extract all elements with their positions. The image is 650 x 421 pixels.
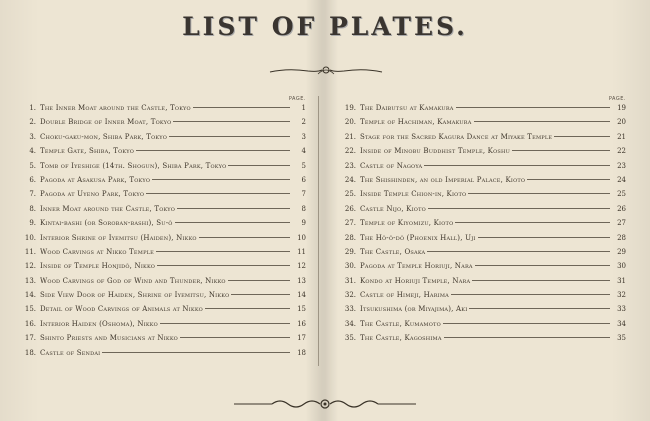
plate-entry	[336, 291, 628, 305]
plate-title: Pagoda at Asakusa Park, Tokyo	[40, 175, 151, 184]
flourish-ornament-icon	[268, 64, 384, 78]
leader-line	[231, 294, 290, 295]
plate-page-number: 29	[617, 247, 626, 256]
plate-page-number: 7	[301, 190, 306, 199]
plate-entry	[16, 305, 308, 319]
plate-title: Shinto Priests and Musicians at Nikko	[40, 334, 178, 343]
plate-page-number: 13	[297, 276, 306, 285]
leader-line	[136, 150, 290, 151]
leader-line	[428, 208, 610, 209]
plate-title: Stage for the Sacred Kagura Dance at Miyake Temple	[360, 132, 553, 141]
plate-title: Temple of Kiyomizu, Kioto	[360, 219, 454, 228]
plate-title: The Inner Moat around the Castle, Tokyo	[40, 104, 191, 112]
plate-number: 18.	[24, 348, 36, 357]
plate-page-number: 35	[617, 334, 626, 343]
plate-entry	[16, 291, 308, 305]
plate-entry	[336, 320, 628, 334]
plate-entry	[16, 349, 308, 363]
plate-title: Kintai-bashi (or Soroban-bashi), Su-ō	[40, 219, 173, 228]
leader-line	[527, 179, 610, 180]
plate-title: Pagoda at Temple Horiuji, Nara	[360, 262, 473, 271]
plate-page-number: 27	[617, 219, 626, 228]
plate-page-number: 22	[617, 147, 626, 156]
plate-number: 22.	[344, 147, 356, 156]
plate-entry	[336, 147, 628, 161]
leader-line	[443, 323, 610, 324]
left-column	[16, 96, 308, 363]
plate-page-number: 8	[301, 204, 306, 213]
plate-title: Castle Nijo, Kioto	[360, 204, 426, 213]
plate-number: 31.	[344, 276, 356, 285]
plate-title: Side View Door of Haiden, Shrine of Iyemitsu, Nikko	[40, 291, 230, 300]
plate-number: 15.	[24, 305, 36, 314]
plate-page-number: 2	[301, 118, 306, 127]
plate-number: 17.	[24, 334, 36, 343]
plate-title: Castle of Nagoya	[360, 161, 423, 170]
page-heading-right: PAGE.	[608, 96, 626, 102]
plate-title: The Castle, Osaka	[360, 247, 426, 256]
plate-entry	[336, 162, 628, 176]
leader-line	[475, 265, 610, 266]
plate-entry	[336, 133, 628, 147]
plate-number: 14.	[24, 291, 36, 300]
leader-line	[456, 107, 610, 108]
plate-title: The Castle, Kagoshima	[360, 334, 442, 343]
plate-title: Double Bridge of Inner Moat, Tokyo	[40, 118, 172, 127]
plate-entry	[16, 334, 308, 348]
plate-page-number: 14	[297, 291, 306, 300]
leader-line	[472, 280, 610, 281]
column-divider	[318, 96, 319, 366]
plate-page-number: 34	[617, 319, 626, 328]
leader-line	[228, 280, 290, 281]
plate-number: 10.	[24, 233, 36, 242]
plate-page-number: 11	[297, 247, 306, 256]
plate-title: Tomb of Iyeshige (14th. Shogun), Shiba Park, Tokyo	[40, 161, 227, 170]
plate-title: Temple Gate, Shiba, Tokyo	[40, 147, 134, 156]
plate-entry	[16, 248, 308, 262]
plate-page-number: 10	[297, 233, 306, 242]
plate-page-number: 23	[617, 161, 626, 170]
plate-entry	[16, 205, 308, 219]
plate-number: 21.	[344, 132, 356, 141]
plate-page-number: 12	[297, 262, 306, 271]
right-column	[336, 96, 628, 349]
plate-entry	[16, 147, 308, 161]
plate-title: Wood Carvings at Nikko Temple	[40, 247, 155, 256]
plate-number: 11.	[24, 247, 36, 256]
plate-number: 33.	[344, 305, 356, 314]
plate-entry	[336, 190, 628, 204]
plate-number: 19.	[344, 104, 356, 112]
plate-entry	[336, 205, 628, 219]
plate-entry	[16, 320, 308, 334]
leader-line	[468, 193, 610, 194]
leader-line	[193, 107, 290, 108]
plate-page-number: 33	[617, 305, 626, 314]
plate-title: Castle of Sendai	[40, 348, 101, 357]
plate-entry	[336, 118, 628, 132]
plate-number: 23.	[344, 161, 356, 170]
plate-title: The Hō-ō-dō (Phoenix Hall), Uji	[360, 233, 476, 242]
leader-line	[455, 222, 610, 223]
plate-number: 32.	[344, 291, 356, 300]
plate-page-number: 19	[617, 104, 626, 112]
plate-entry	[336, 104, 628, 118]
plate-page-number: 5	[301, 161, 306, 170]
plate-page-number: 6	[301, 175, 306, 184]
plate-entry	[16, 277, 308, 291]
plate-number: 7.	[29, 190, 36, 199]
leader-line	[102, 352, 290, 353]
plate-number: 35.	[344, 334, 356, 343]
plate-title: Inside of Minobu Buddhist Temple, Koshu	[360, 147, 510, 156]
leader-line	[180, 337, 290, 338]
plate-page-number: 17	[297, 334, 306, 343]
plate-number: 28.	[344, 233, 356, 242]
plate-entry	[336, 277, 628, 291]
plate-number: 6.	[29, 175, 36, 184]
plate-page-number: 1	[301, 104, 306, 112]
plate-entry	[16, 234, 308, 248]
plate-page-number: 18	[297, 348, 306, 357]
plate-title: Kondo at Horiuji Temple, Nara	[360, 276, 471, 285]
plate-entry	[336, 262, 628, 276]
plate-page-number: 32	[617, 291, 626, 300]
plate-number: 16.	[24, 319, 36, 328]
leader-line	[469, 308, 610, 309]
leader-line	[474, 121, 610, 122]
leader-line	[146, 193, 290, 194]
plate-title: Temple of Hachiman, Kamakura	[360, 118, 472, 127]
plate-title: Wood Carvings of God of Wind and Thunder, Nikko	[40, 276, 226, 285]
plate-number: 13.	[24, 276, 36, 285]
plate-number: 29.	[344, 247, 356, 256]
plate-number: 3.	[29, 132, 36, 141]
scroll-ornament-icon	[232, 396, 418, 412]
plate-page-number: 25	[617, 190, 626, 199]
plate-number: 20.	[344, 118, 356, 127]
leader-line	[228, 165, 290, 166]
leader-line	[451, 294, 610, 295]
plate-number: 30.	[344, 262, 356, 271]
leader-line	[512, 150, 610, 151]
leader-line	[177, 208, 290, 209]
plate-entry	[336, 234, 628, 248]
plate-page-number: 4	[301, 147, 306, 156]
page-title: LIST OF PLATES.	[182, 12, 468, 41]
plate-entry	[16, 118, 308, 132]
plate-page-number: 3	[301, 132, 306, 141]
leader-line	[173, 121, 290, 122]
plate-page-number: 26	[617, 204, 626, 213]
plate-page-number: 20	[617, 118, 626, 127]
leader-line	[424, 165, 610, 166]
plate-number: 12.	[24, 262, 36, 271]
plate-entry	[16, 162, 308, 176]
plate-number: 1.	[29, 104, 36, 112]
plate-number: 27.	[344, 219, 356, 228]
plate-entry	[336, 305, 628, 319]
leader-line	[160, 323, 290, 324]
plate-title: Interior Shrine of Iyemitsu (Haiden), Nikko	[40, 233, 197, 242]
plate-page-number: 24	[617, 175, 626, 184]
plate-page-number: 30	[617, 262, 626, 271]
plate-title: The Daibutsu at Kamakura	[360, 104, 454, 112]
plate-page-number: 16	[297, 319, 306, 328]
plate-page-number: 9	[301, 219, 306, 228]
plate-title: Itsukushima (or Miyajima), Aki	[360, 305, 468, 314]
plate-title: Inside Temple Chion-in, Kioto	[360, 190, 467, 199]
leader-line	[157, 265, 290, 266]
plate-entry	[16, 219, 308, 233]
plate-entry	[16, 133, 308, 147]
plate-number: 25.	[344, 190, 356, 199]
leader-line	[199, 237, 290, 238]
plate-title: Choku-gaku-mon, Shiba Park, Tokyo	[40, 132, 168, 141]
plate-page-number: 21	[617, 132, 626, 141]
plate-page-number: 28	[617, 233, 626, 242]
leader-line	[169, 136, 290, 137]
plate-title: Pagoda at Uyeno Park, Tokyo	[40, 190, 145, 199]
plate-title: Interior Haiden (Oshoma), Nikko	[40, 319, 158, 328]
plate-number: 24.	[344, 175, 356, 184]
leader-line	[427, 251, 610, 252]
plate-title: Inner Moat around the Castle, Tokyo	[40, 204, 176, 213]
plate-title: Castle of Himeji, Harima	[360, 291, 449, 300]
plate-number: 9.	[29, 219, 36, 228]
plate-page-number: 31	[617, 276, 626, 285]
page-heading-left: PAGE.	[288, 96, 306, 102]
leader-line	[554, 136, 610, 137]
plate-number: 2.	[29, 118, 36, 127]
plate-title: Inside of Temple Honjidō, Nikko	[40, 262, 156, 271]
plate-entry	[336, 176, 628, 190]
plate-title: The Shishinden, an old Imperial Palace, Kioto	[360, 175, 526, 184]
plate-number: 8.	[29, 204, 36, 213]
plate-number: 34.	[344, 319, 356, 328]
leader-line	[156, 251, 290, 252]
plate-title: Detail of Wood Carvings of Animals at Nikko	[40, 305, 203, 314]
plate-entry	[336, 219, 628, 233]
leader-line	[205, 308, 290, 309]
plate-number: 26.	[344, 204, 356, 213]
plate-page-number: 15	[297, 305, 306, 314]
plate-entry	[336, 334, 628, 348]
leader-line	[152, 179, 290, 180]
plate-number: 5.	[29, 161, 36, 170]
plate-entry	[336, 248, 628, 262]
leader-line	[444, 337, 610, 338]
plate-entry	[16, 190, 308, 204]
plate-entry	[16, 104, 308, 118]
leader-line	[175, 222, 290, 223]
plate-entry	[16, 176, 308, 190]
plate-title: The Castle, Kumamoto	[360, 319, 441, 328]
plate-number: 4.	[29, 147, 36, 156]
leader-line	[478, 237, 610, 238]
plate-entry	[16, 262, 308, 276]
